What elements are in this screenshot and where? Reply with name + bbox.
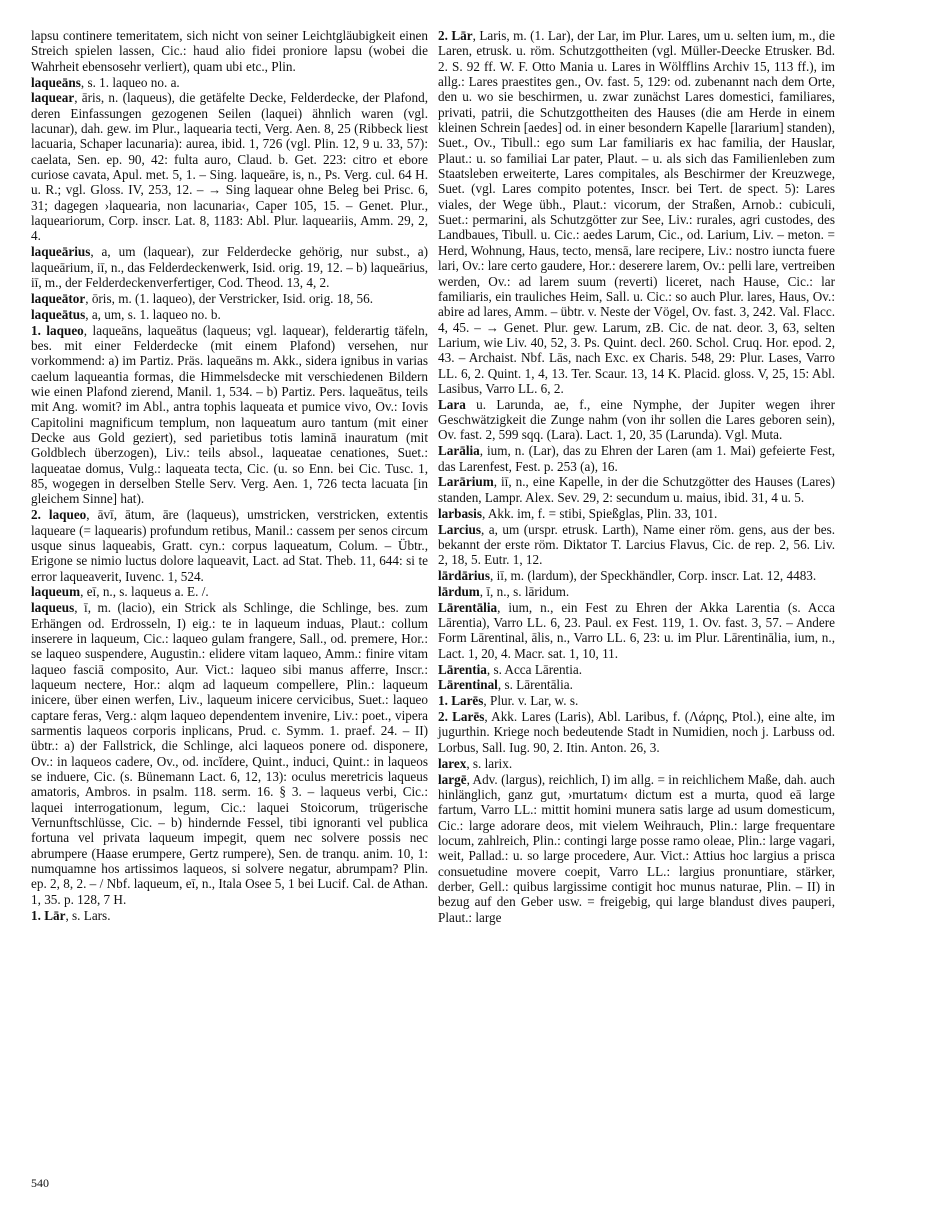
dictionary-entry	[31, 244, 428, 290]
dictionary-entry	[438, 443, 835, 474]
dictionary-entry	[438, 397, 835, 443]
entry-headword: laqueum	[31, 584, 81, 600]
entry-paragraph	[438, 693, 835, 708]
entry-headword: laqueāns	[31, 74, 81, 90]
entry-headword: Lārentia	[438, 661, 487, 677]
entry-paragraph	[438, 662, 835, 677]
entry-headword: laqueus	[31, 600, 75, 616]
entry-paragraph	[31, 90, 428, 243]
entry-paragraph	[31, 307, 428, 322]
entry-text: , ium, n. (Lar), das zu Ehren der Laren (am 1. Mai) gefeierte Fest, das Larenfest, Fest. p. 253 (a), 16.	[438, 443, 835, 474]
dictionary-entry	[31, 90, 428, 243]
dictionary-entry	[438, 709, 835, 755]
entry-paragraph	[31, 244, 428, 290]
dictionary-entry	[438, 522, 835, 568]
entry-paragraph	[438, 709, 835, 755]
entry-headword: Larālia	[438, 443, 480, 459]
left-column	[31, 28, 428, 923]
entry-paragraph	[31, 908, 428, 923]
right-column	[438, 28, 835, 925]
entry-text: , iī, m. (lardum), der Speckhändler, Corp. inscr. Lat. 12, 4483.	[490, 568, 817, 584]
dictionary-entry	[438, 662, 835, 677]
entry-text: , a, um (urspr. etrusk. Larth), Name einer röm. gens, aus der bes. bekannt der erste röm. Diktator T. Larcius Flavus, Cic. de rep. 2, 56. Liv. 2, 18, 5. Eutr. 1, 12.	[438, 521, 835, 568]
entry-text: , ium, n., ein Fest zu Ehren der Akka Larentia (s. Acca Lārentia), Varro LL. 6, 23. Paul. ex Fest. 119, 1. Ov. fast. 3, 57. – Andere Form Lārentinal, ālis, n., Varro LL. 6, 23: u. im Plur. Lārentinālia, ium, n., Lact. 1, 20, 4. Macr. sat. 1, 10, 11.	[438, 599, 835, 661]
entry-text: , Akk. Lares (Laris), Abl. Laribus, f. (Λάρης, Ptol.), eine alte, im jugurthin. Kriege noch bedeutende Stadt in Numidien, noch j. Larbuss od. Lorbus, Sall. Iug. 90, 2. Itin. Anton. 26, 3.	[438, 709, 835, 755]
entry-text: , a, um, s. 1. laqueo no. b.	[85, 306, 221, 322]
entry-headword: 2. laqueo	[31, 507, 87, 523]
entry-text: , s. 1. laqueo no. a.	[80, 74, 180, 90]
page-number: 540	[31, 1176, 49, 1190]
entry-paragraph	[438, 772, 835, 925]
entry-text: , s. larix.	[466, 755, 513, 771]
entry-paragraph	[438, 584, 835, 599]
entry-headword: laqueātus	[31, 306, 86, 322]
entry-text: , ōris, m. (1. laqueo), der Verstricker, Isid. orig. 18, 56.	[85, 290, 374, 306]
entry-headword: largē	[438, 771, 467, 787]
entry-paragraph	[31, 75, 428, 90]
dictionary-entry	[31, 584, 428, 599]
dictionary-entry	[438, 474, 835, 505]
entry-text: , s. Lārentālia.	[497, 677, 573, 693]
entry-text: , eī, n., s. laqueus a. E. /.	[80, 584, 209, 600]
entry-headword: Lārentālia	[438, 599, 498, 615]
entry-headword: larbasis	[438, 505, 482, 521]
entry-headword: 2. Lār	[438, 28, 473, 43]
entry-text: , ī, m. (lacio), ein Strick als Schlinge, die Schlinge, bes. zum Erhängen od. Erdrosseln, I) eig.: te in laqueum induas, Plaut.: collum inserere in laqueum, Cic.: laqueo gulam frangere, Sall., od. premere, Hor.: se laqueo suspendere, Augustin.: elidere vitam laqueo, Amm.: finire vitam laqueo fasciā composito, Aur. Vict.: laqueo sibi manus afferre, Inscr.: laqueum nectere, Hor.: alqm ad laqueum compellere, Plin.: laqueum inicere, über einen werfen, Liv., laqueum inicere cervicibus, Suet.: laqueo captare feras, Verg.: alqm laqueo dependentem invenire, Liv.: poet., vipera sarmentis laqueos corporis inplicans, Prud. c. Symm. 1. praef. 24. – II) übtr.: a) der Fallstrick, die Schlinge, alci laqueos ponere od. disponere, Ov.: in laqueos cadere, Ov., od. incĭdere, Quint., induci, Quint.: in laqueos se induere, Cic. (s. Bünemann Lact. 6, 12, 13): oculus meretricis laqueus amatoris, Ambros. in psalm. 118. serm. 16. § 3. – laqueus verbi, Cic.: laquei interrogationum, legum, Cic.: laquei Stoicorum, trügerische Vernunftschlüsse, Cic. – b) hindernde Fessel, tibi ignoranti vel publica fortuna vel privata laqueum impegit, quem nec solvere possis nec abrumpere (Haase erumpere, Gertz rumpere), Sen. de tranqu. anim. 10, 1: numquamne hos artissimos laqueos, si solvere negatur, abrumpam? Plin. ep. 2, 8, 2. – / Nbf. laqueum, eī, n., Itala Osee 5, 1 bei Lucif. Cal. de Athan. 1, 35. p. 128, 7 H.	[31, 600, 428, 907]
entry-headword: laqueārius	[31, 244, 91, 260]
entry-paragraph	[438, 677, 835, 692]
entry-headword: lārdum	[438, 583, 480, 599]
entry-paragraph	[438, 474, 835, 505]
dictionary-entry	[31, 507, 428, 584]
entry-text: lapsu continere temeritatem, sich nicht von seiner Leichtgläubigkeit einen Streich spielen lassen, Cic.: haud alio fidei proniore lapsu (wobei die Wahrheit ebensosehr verliert), quam ubi etc., Plin.	[31, 28, 428, 74]
entry-text: , s. Lars.	[65, 907, 111, 923]
entry-headword: 1. Larēs	[438, 693, 484, 709]
entry-paragraph	[438, 443, 835, 474]
entry-headword: laqueātor	[31, 290, 86, 306]
entry-text: , Akk. im, f. = stibi, Spießglas, Plin. 33, 101.	[481, 505, 718, 521]
entry-paragraph	[438, 756, 835, 771]
entry-headword: Lārentinal	[438, 677, 498, 693]
entry-text: , āris, n. (laqueus), die getäfelte Decke, Felderdecke, der Plafond, deren Einfassungen gezogenen Seilen (laquei) ähnlich waren (vgl. lacunar), dah. gew. im Plur., laquearia tecti, Verg. Aen. 8, 25 (Ribbeck liest lacuaria, Schaper lacunaria): aurea, ibid. 1, 726 (vgl. Plin. 12, 9 u. 33, 57): caelata, Sen. ep. 90, 42: fulta auro, Claud. b. Get. 223: citro et ebore curiose cavata, Apul. met. 5, 1. – Sing. laqueāre, is, n., Ps. Verg. cul. 64 H. u. R.; vgl. Gloss. IV, 253, 12. – → Sing laquear ohne Beleg bei Prisc. 6, 31; dagegen ›laquearia, non lacunaria‹, Caper 105, 15. – Genet. Plur., laqueariorum, Corp. inscr. Lat. 8, 1183: Abl. Plur. laqueariis, Amm. 29, 2, 4.	[31, 90, 428, 244]
entry-text: , s. Acca Lārentia.	[486, 661, 583, 677]
dictionary-entry	[31, 908, 428, 923]
entry-text: u. Larunda, ae, f., eine Nymphe, der Jupiter wegen ihrer Geschwätzigkeit die Zunge nahm (von ihr sollen die Lares geboren sein), Ov. fast. 2, 599 sqq. (Lara). Lact. 1, 20, 35 (Larunda). Vgl. Muta.	[438, 396, 835, 443]
entry-headword: larex	[438, 755, 467, 771]
entry-paragraph	[438, 506, 835, 521]
entry-headword: lārdārius	[438, 568, 491, 584]
dictionary-entry	[438, 506, 835, 521]
dictionary-entry	[438, 584, 835, 599]
entry-text: , ī, n., s. lāridum.	[479, 583, 570, 599]
entry-paragraph	[31, 323, 428, 507]
dictionary-entry	[438, 600, 835, 661]
entry-headword: 1. Lār	[31, 907, 66, 923]
dictionary-entry	[438, 568, 835, 583]
entry-text: , Adv. (largus), reichlich, I) im allg. = in reichlichem Maße, dah. auch hinlänglich, ganz gut, ›murtatum‹ dictum est a murta, quod eā large fartum, Varro LL.: mittit homini munera satis large ad usum domesticum, Cic.: large adorare deos, mit vielem Weihrauch, Plin.: large frequentare locum, zahlreich, Plin.: contingi large posse ramo oleae, Plin.: large vagari, weit, Pallad.: u. so large procedere, Aur. Vict.: Attius hoc largius a prisca consuetudine movere coepit, Varro LL.: largius pronuntiare, stärker, derber, Gell.: quibus largissime contigit hoc munus naturae, Plin. – II) in bezug auf den Geber usw. = freigebig, qui large blandust dives pauperi, Plaut.: large	[438, 771, 835, 925]
dictionary-entry	[438, 756, 835, 771]
dictionary-entry	[31, 600, 428, 907]
entry-paragraph	[438, 600, 835, 661]
entry-headword: Larārium	[438, 474, 494, 490]
entry-text: , Laris, m. (1. Lar), der Lar, im Plur. Lares, um u. selten ium, m., die Laren, etrusk. u. röm. Schutzgottheiten (vgl. Müller-Deecke Etrusker. Bd. 2. S. 92 ff. W. F. Otto Mania u. Lares in Wölfflins Archiv 15, 113 ff.), im allg.: Lares praestites gen., Ov. fast. 5, 129: od. zubenannt nach dem Orte, den u. wo sie beschirmen, u. zwar zunächst Lares domestici, familiares, privati, patrii, die Schutzgottheiten des Hauses (die am Herde in einem kleinen Schrein [aedes] od. in einer besondern Kapelle [lararium] standen), Suet., Ov., Tibull.: ego sum Lar familiaris ex hac familia, der Hauslar, Plaut.: u. so familiai Lar pater, Plaut. – u. als sich das Familienleben zum Staatsleben erweiterte, Lares compitales, als Beschirmer der Kreuzwege, Suet. (vgl. Lares compito potentes, Inscr. bei Tert. de spect. 5): Lares viales, der Wege übh., Plaut.: vicorum, der Straßen, Arnob.: cubiculi, Suet.: permarini, als Schutzgötter zur See, Liv.: rurales, agri custodes, des Landbaues, Tibull. u. Cic.: aedes Larum, Cic., od. Larium, Liv. – meton. = Herd, Wohnung, Haus, tecto, mensā, lare recipere, Liv.: nostro iuncta fuere lari, Ov.: lare certo gaudere, Hor.: deserere larem, Ov.: pelli lare, vertreiben werden, Ov.: ad larem suum (reverti) liceret, nach Hause, Cic.: lar familiaris, ein trauliches Heim, Sall. u. Cic.: so auch Plur. lares, Haus, Ov.: abire ad lares, Amm. – übtr. v. Neste der Vögel, Ov. fast. 3, 242. Val. Flacc. 4, 45. – → Genet. Plur. gew. Larum, zB. Cic. de nat. deor. 3, 63, selten Larium, wie Liv. 40, 52, 3. Ps. Quint. decl. 260. Schol. Cruq. Hor. epod. 2, 43. – Archaist. Nbf. Lās, nach Exc. ex Charis. 548, 29: Plur. Lases, Varro LL. 6, 2. Quint. 1, 4, 13. Ter. Scaur. 13, 14 K. Placid. gloss. V, 25, 15: Abl. Lasibus, Varro LL. 6, 2.	[438, 28, 835, 396]
entry-paragraph	[31, 600, 428, 907]
dictionary-entry	[438, 772, 835, 925]
entry-headword: 2. Larēs	[438, 709, 485, 725]
entry-paragraph	[438, 397, 835, 443]
entry-paragraph	[31, 28, 428, 74]
dictionary-entry	[31, 28, 428, 74]
dictionary-entry	[31, 307, 428, 322]
entry-headword: Larcius	[438, 521, 481, 537]
entry-paragraph	[31, 507, 428, 584]
dictionary-entry	[31, 75, 428, 90]
entry-text: , a, um (laquear), zur Felderdecke gehörig, nur subst., a) laqueārium, iī, n., das Felderdeckenwerk, Isid. orig. 19, 12. – b) laqueārius, iī, m., der Felderdeckenverfertiger, Cod. Theod. 13, 4, 2.	[31, 244, 428, 290]
dictionary-entry	[31, 291, 428, 306]
entry-paragraph	[438, 522, 835, 568]
entry-text: , iī, n., eine Kapelle, in der die Schutzgötter des Hauses (Lares) standen, Lampr. Alex. Sev. 29, 2: secundum u. maius, ibid. 31, 4 u. 5.	[438, 474, 835, 505]
dictionary-entry	[31, 323, 428, 507]
dictionary-entry	[438, 693, 835, 708]
entry-headword: 1. laqueo	[31, 322, 84, 338]
entry-paragraph	[31, 584, 428, 599]
entry-text: , āvī, ātum, āre (laqueus), umstricken, verstricken, extentis laqueare (= laquearis) profundum retibus, Manil.: cassem per senos circum usque sinus laqueabis, Gratt. cyn.: corpus laqueatum, Colum. – Übtr., Erigone se nimio luctus dolore laqueavit, Lact. ad Stat. Theb. 11, 644: si te error laqueaverit, Iuvenc. 1, 524.	[31, 507, 429, 584]
entry-headword: Lara	[438, 396, 466, 412]
dictionary-entry	[438, 677, 835, 692]
entry-paragraph	[438, 568, 835, 583]
dictionary-entry	[438, 28, 835, 396]
entry-headword: laquear	[31, 90, 75, 106]
entry-paragraph	[438, 28, 835, 396]
entry-paragraph	[31, 291, 428, 306]
entry-text: , laqueāns, laqueātus (laqueus; vgl. laquear), felderartig täfeln, bes. mit einer Felderdecke (mit einem Plafond) versehen, nur vorkommend: a) im Partiz. Präs. laqueāns m. Akk., sidera ignibus in varias caelum laqueantia formas, die Himmelsdecke mit verschiedenen Bildern wie einen Plafond zierend, Manil. 1, 534. – b) Partiz. Pers. laqueātus, teils mit Ang. womit? im Abl., antra tophis laqueata et pumice vivo, Ov.: Iovis Capitolini magnificum templum, non laqueatum auro tantum (mit einer Decke aus Gold geziert), sed parietibus totis laminā inauratum (mit Goldblech überzogen), Liv.: teils absol., laqueatae cenationes, Suet.: laqueatae domus, Vulg.: laqueata tecta, Cic. (u. so Enn. bei Cic. Tusc. 1, 85, wogegen in derselben Stelle Serv. Verg. Aen. 1, 726 tecta lacuata [in gleichem Sinne] hat).	[31, 322, 428, 507]
entry-text: , Plur. v. Lar, w. s.	[483, 693, 579, 709]
